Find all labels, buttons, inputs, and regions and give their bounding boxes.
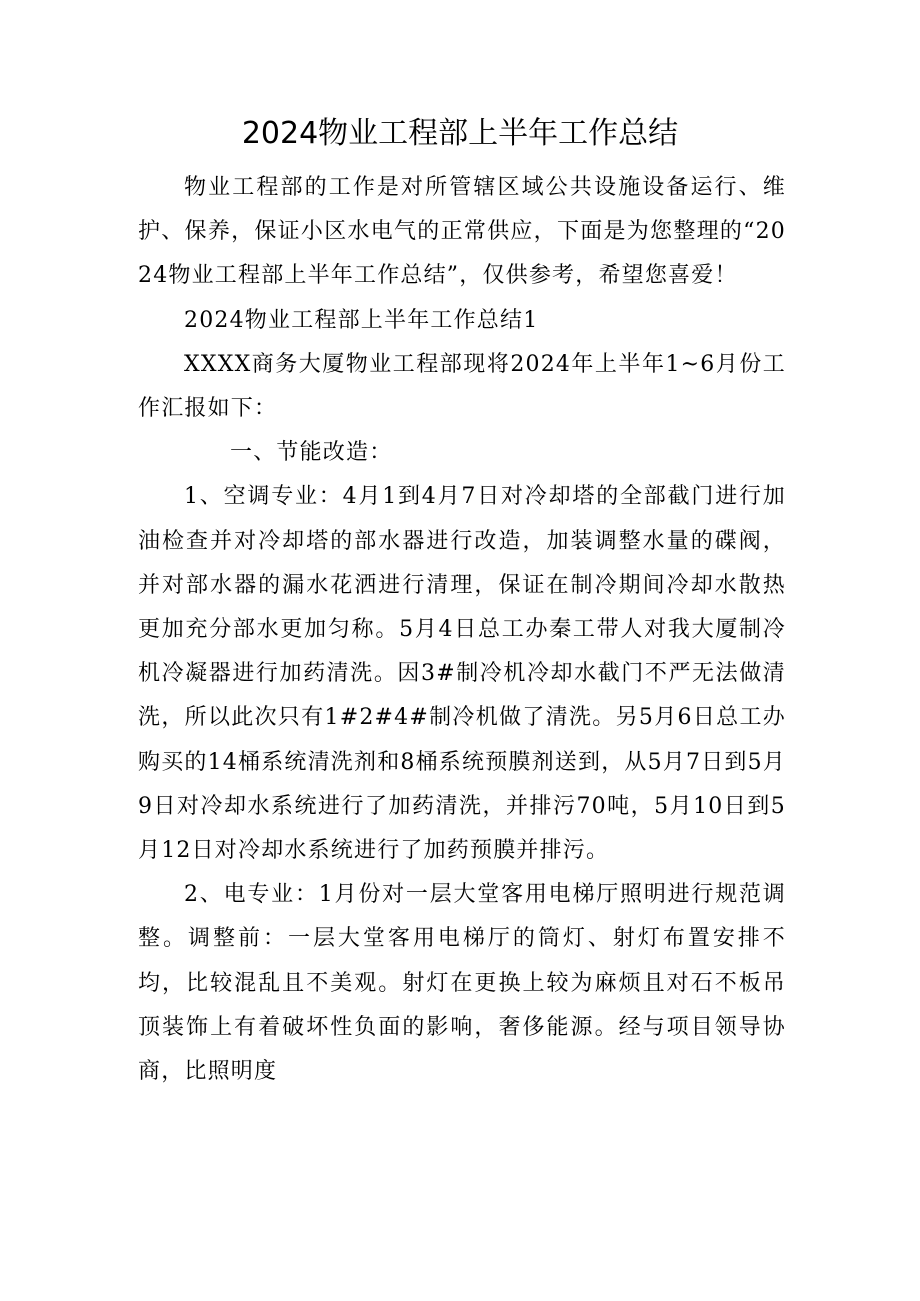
report-intro-paragraph: XXXX商务大厦物业工程部现将2024年上半年1~6月份工作汇报如下： (138, 351, 786, 422)
paragraph-electrical: 2、电专业：1月份对一层大堂客用电梯厅照明进行规范调整。调整前：一层大堂客用电梯厅的筒灯、射灯布置安排不均，比较混乱且不美观。射灯在更换上较为麻烦且对石不板吊顶装饰上有着破坏性负面的影响，奢侈能源。经与项目领导协商，比照明度 (138, 882, 786, 1085)
section-heading-energy-saving: 一、节能改造： (230, 440, 393, 466)
section-title: 2024物业工程部上半年工作总结1 (184, 307, 539, 333)
document-title: 2024物业工程部上半年工作总结 (241, 116, 679, 151)
document-body (138, 166, 786, 1094)
paragraph-air-conditioning: 1、空调专业：4月1到4月7日对冷却塔的全部截门进行加油检查并对冷却塔的部水器进行改造，加装调整水量的碟阀，并对部水器的漏水花洒进行清理，保证在制冷期间冷却水散热更加充分部水更加匀称。5月4日总工办秦工带人对我大厦制冷机冷凝器进行加药清洗。因3#制冷机冷却水截门不严无法做清洗，所以此次只有1#2#4#制冷机做了清洗。另5月6日总工办购买的14桶系统清洗剂和8桶系统预膜剂送到，从5月7日到5月9日对冷却水系统进行了加药清洗，并排污70吨，5月10日到5月12日对冷却水系统进行了加药预膜并排污。 (138, 484, 786, 864)
intro-paragraph: 物业工程部的工作是对所管辖区域公共设施设备运行、维护、保养，保证小区水电气的正常供应，下面是为您整理的“2024物业工程部上半年工作总结”，仅供参考，希望您喜爱！ (138, 175, 786, 289)
